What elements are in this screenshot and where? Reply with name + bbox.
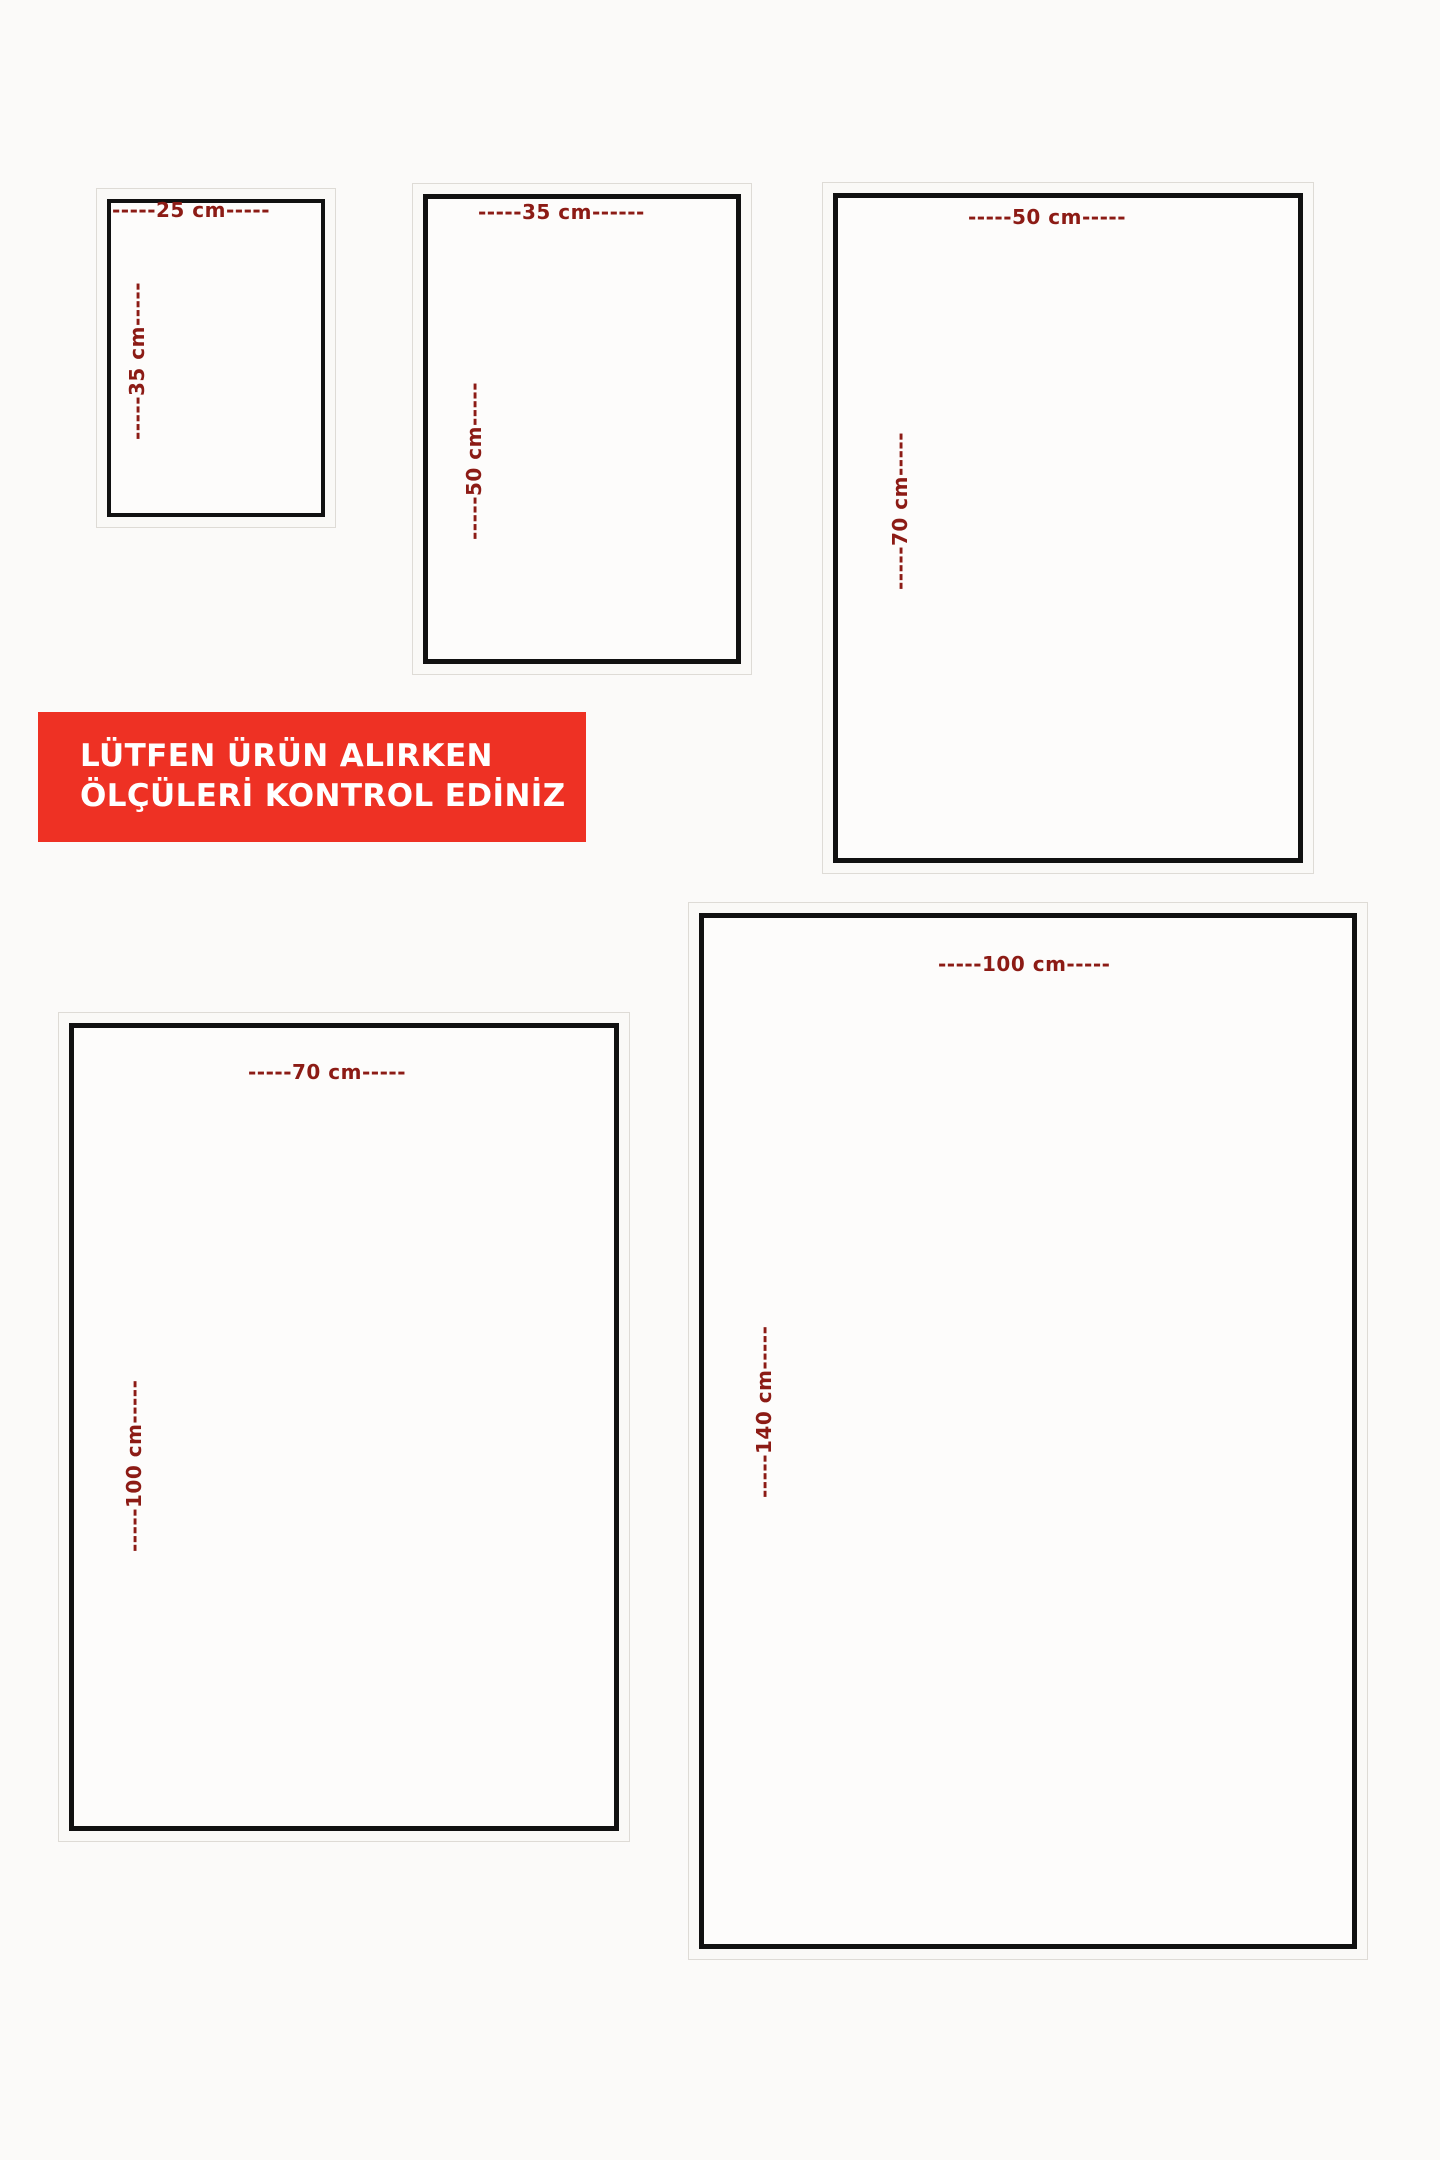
frame-70x100-height-label: -----100 cm-----	[122, 1379, 146, 1552]
frame-100x140-height-label: -----140 cm-----	[752, 1325, 776, 1498]
frame-100x140	[688, 902, 1368, 1960]
frame-70x100-inner	[69, 1023, 619, 1831]
frame-35x50-height-label: -----50 cm-----	[462, 382, 486, 540]
frame-70x100-width-label: -----70 cm-----	[248, 1060, 406, 1084]
frame-35x50-width-label: -----35 cm------	[478, 200, 645, 224]
frame-25x35-height-label: -----35 cm-----	[125, 282, 149, 440]
frame-100x140-inner	[699, 913, 1357, 1949]
warning-banner	[38, 712, 586, 842]
warning-line-2: ÖLÇÜLERİ KONTROL EDİNİZ	[80, 778, 566, 814]
frame-25x35-width-label: -----25 cm-----	[112, 198, 270, 222]
frame-100x140-width-label: -----100 cm-----	[938, 952, 1111, 976]
warning-line-1: LÜTFEN ÜRÜN ALIRKEN	[80, 738, 493, 775]
frame-50x70-width-label: -----50 cm-----	[968, 205, 1126, 229]
frame-50x70-height-label: -----70 cm-----	[888, 432, 912, 590]
